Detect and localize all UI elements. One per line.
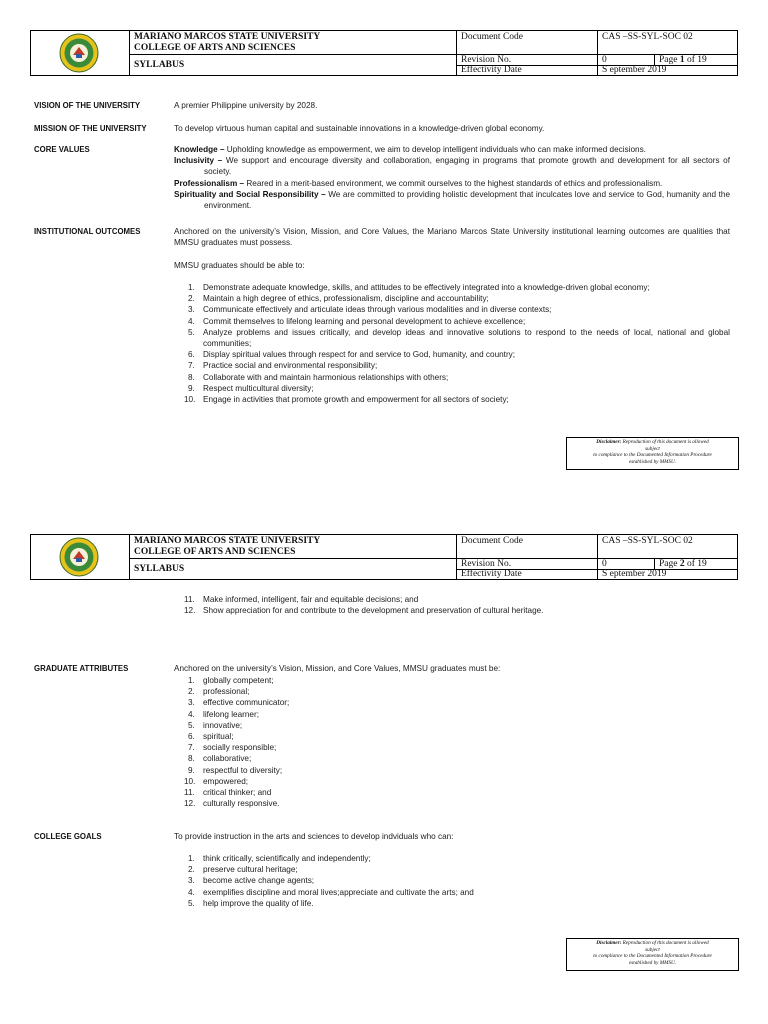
list-item: 8. collaborative;	[188, 754, 252, 764]
list-item: 3. effective communicator;	[188, 698, 290, 708]
list-item: 2. professional;	[188, 687, 250, 697]
list-item: 3. become active change agents;	[188, 876, 315, 886]
institutional-outcomes-label: INSTITUTIONAL OUTCOMES	[34, 227, 141, 236]
university-name: MARIANO MARCOS STATE UNIVERSITY	[134, 536, 321, 546]
list-item: 4. Commit themselves to lifelong learning and personal development to achieve excellence;	[188, 316, 526, 326]
page-indicator: Page 2 of 19	[655, 559, 737, 570]
list-item: 2. preserve cultural heritage;	[188, 865, 298, 875]
logo-cell	[31, 535, 130, 579]
document-code-value: CAS –SS-SYL-SOC 02	[598, 535, 737, 559]
list-item: 12. culturally responsive.	[184, 799, 280, 809]
revision-label: Revision No.	[457, 559, 598, 570]
university-name-cell	[130, 535, 457, 559]
effectivity-value: S eptember 2019	[602, 569, 667, 579]
syllabus-page-2	[0, 508, 768, 1024]
list-item: 8. Collaborate with and maintain harmonious relationships with others;	[188, 372, 449, 382]
outcomes-list-continued	[174, 594, 730, 616]
document-code-label: Document Code	[457, 535, 598, 559]
list-item: 1. think critically, scientifically and independently;	[188, 854, 371, 863]
college-name: COLLEGE OF ARTS AND SCIENCES	[134, 547, 296, 557]
vision-text: A premier Philippine university by 2028.	[174, 101, 318, 110]
disclaimer-box: Disclaimer: Reproduction of this document is allowed subject to compliance to the Documented Information Procedure established by MMSU.	[566, 437, 739, 470]
goals-list	[174, 853, 730, 909]
mission-label: MISSION OF THE UNIVERSITY	[34, 124, 147, 133]
list-item: 12. Show appreciation for and contribute to the development and preservation of cultural heritage.	[184, 606, 544, 616]
university-seal-icon	[59, 33, 99, 73]
list-item: 10. Engage in activities that promote growth and empowerment for all sectors of society;	[184, 395, 509, 405]
university-name-cell	[130, 31, 457, 55]
revision-value: 0	[598, 55, 655, 66]
document-type: SYLLABUS	[130, 55, 457, 75]
attributes-list	[174, 675, 730, 809]
goals-intro: To provide instruction in the arts and sciences to develop indviduals who can:	[174, 832, 454, 841]
college-name: COLLEGE OF ARTS AND SCIENCES	[134, 43, 296, 53]
core-value-item: Spirituality and Social Responsibility – We are committed to providing holistic development that inculcates love and service to God, humanity and the environment.	[174, 189, 731, 211]
list-item: 6. Display spiritual values through respect for and service to God, humanity, and country;	[188, 350, 516, 360]
list-item: 5. help improve the quality of life.	[188, 898, 314, 908]
outcomes-intro: Anchored on the university’s Vision, Mission, and Core Values, the Mariano Marcos State University institutional learning outcomes are qualities that MMSU graduates must possess.	[174, 227, 730, 248]
university-seal-icon	[59, 537, 99, 577]
list-item: 7. Practice social and environmental responsibility;	[188, 361, 378, 371]
revision-label: Revision No.	[457, 55, 598, 66]
document-code-value: CAS –SS-SYL-SOC 02	[598, 31, 737, 55]
list-item: 4. lifelong learner;	[188, 709, 259, 719]
list-item: 9. Respect multicultural diversity;	[188, 383, 314, 393]
list-item: 1. Demonstrate adequate knowledge, skills, and attitudes to be effectively integrated into a knowledge-driven global economy;	[188, 283, 650, 292]
effectivity-label: Effectivity Date	[457, 66, 598, 75]
list-item: 10. empowered;	[184, 776, 249, 786]
list-item: 5. innovative;	[188, 720, 243, 730]
vision-label: VISION OF THE UNIVERSITY	[34, 101, 141, 110]
syllabus-page-1	[0, 0, 768, 500]
list-item: 3. Communicate effectively and articulate ideas through various modalities and in diverse contexts;	[188, 305, 552, 315]
core-value-item: Knowledge – Upholding knowledge as empowerment, we aim to develop intelligent individuals who can make informed decisions.	[174, 145, 646, 154]
list-item: 6. spiritual;	[188, 732, 234, 742]
university-name: MARIANO MARCOS STATE UNIVERSITY	[134, 32, 321, 42]
effectivity-label: Effectivity Date	[457, 570, 598, 579]
list-item: 9. respectful to diversity;	[188, 765, 283, 775]
list-item: 11. Make informed, intelligent, fair and equitable decisions; and	[184, 595, 419, 604]
core-value-item: Professionalism – Reared in a merit-based environment, we commit ourselves to the highest standards of ethics and professionalism.	[174, 178, 663, 188]
document-type: SYLLABUS	[130, 559, 457, 579]
core-values-label: CORE VALUES	[34, 145, 90, 154]
document-code-label: Document Code	[457, 31, 598, 55]
effectivity-value: S eptember 2019	[602, 65, 667, 75]
list-item: 4. exemplifies discipline and moral lives;appreciate and cultivate the arts; and	[188, 887, 474, 897]
core-values-list	[174, 144, 730, 211]
revision-value: 0	[598, 559, 655, 570]
outcomes-list	[174, 282, 730, 405]
core-value-item: Inclusivity – We support and encourage diversity and collaboration, engaging in programs that promote growth and development for all sectors of society.	[174, 156, 731, 177]
list-item: 1. globally competent;	[188, 676, 274, 685]
list-item: 5. Analyze problems and issues critically, and develop ideas and innovative solutions to respond to the needs of local, national and global communities;	[188, 327, 730, 349]
document-header	[30, 30, 738, 76]
college-goals-label: COLLEGE GOALS	[34, 832, 102, 841]
list-item: 7. socially responsible;	[188, 743, 277, 753]
logo-cell	[31, 31, 130, 75]
page-indicator: Page 1 of 19	[655, 55, 737, 66]
document-header	[30, 534, 738, 580]
list-item: 2. Maintain a high degree of ethics, professionalism, discipline and accountability;	[188, 294, 489, 304]
disclaimer-box: Disclaimer: Reproduction of this document is allowed subject to compliance to the Documented Information Procedure established by MMSU.	[566, 938, 739, 971]
outcomes-lead: MMSU graduates should be able to:	[174, 261, 305, 270]
mission-text: To develop virtuous human capital and sustainable innovations in a knowledge-driven global economy.	[174, 124, 545, 133]
attributes-intro: Anchored on the university’s Vision, Mission, and Core Values, MMSU graduates must be:	[174, 664, 501, 673]
list-item: 11. critical thinker; and	[184, 788, 272, 798]
graduate-attributes-label: GRADUATE ATTRIBUTES	[34, 664, 129, 673]
